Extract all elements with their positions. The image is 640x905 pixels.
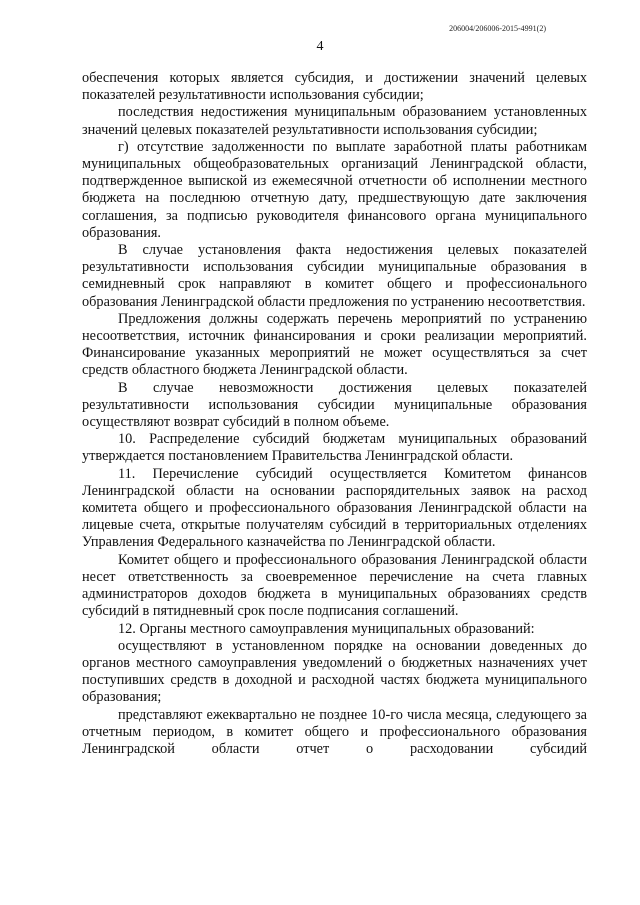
paragraph-refund: В случае невозможности достижения целевых показателей результативности использования субсидии муниципальные образования осуществляют возврат субсидий в полном объеме. — [82, 379, 587, 431]
paragraph-10-distribution: 10. Распределение субсидий бюджетам муниципальных образований утверждается постановлением Правительства Ленинградской области. — [82, 431, 587, 465]
paragraph-reporting: представляют ежеквартально не позднее 10-го числа месяца, следующего за отчетным периодом, в комитет общего и профессионального образования Ленинградской области отчет о расходовании субсидий — [82, 706, 587, 757]
document-body — [82, 70, 587, 758]
document-code: 206004/206006-2015-4991(2) — [449, 24, 546, 33]
paragraph-no-debt-condition: г) отсутствие задолженности по выплате заработной платы работникам муниципальных общеобразовательных организаций Ленинградской области, подтвержденное выпиской из ежемесячной отчетности об исполнении местного бюджета на последнюю отчетную дату, предшествующую дате заключения соглашения, за подписью руководителя финансового органа муниципального образования. — [82, 138, 587, 241]
paragraph-11-transfer: 11. Перечисление субсидий осуществляется Комитетом финансов Ленинградской области на основании распорядительных заявок на расход комитета общего и профессионального образования Ленинградской области на лицевые счета, открытые получателям субсидий в территориальных отделениях Управления Федерального казначейства по Ленинградской области. — [82, 465, 587, 551]
paragraph-committee-responsibility: Комитет общего и профессионального образования Ленинградской области несет ответственность за своевременное перечисление на счета главных администраторов доходов бюджета в муниципальных образованиях средств субсидий в пятидневный срок после подписания соглашений. — [82, 551, 587, 620]
paragraph-12-local-authorities: 12. Органы местного самоуправления муниципальных образований: — [118, 620, 535, 637]
paragraph-accounting: осуществляют в установленном порядке на основании доведенных до органов местного самоуправления уведомлений о бюджетных назначениях учет поступивших средств в доходной и расходной частях бюджета муниципального образования; — [82, 637, 587, 706]
paragraph-consequences: последствия недостижения муниципальным образованием установленных значений целевых показателей результативности использования субсидии; — [82, 104, 587, 138]
paragraph-non-achievement: В случае установления факта недостижения целевых показателей результативности использования субсидии муниципальные образования в семидневный срок направляют в комитет общего и профессионального образования Ленинградской области предложения по устранению несоответствия. — [82, 242, 587, 310]
paragraph-subsidy-purpose: обеспечения которых является субсидия, и достижении значений целевых показателей результативности использования субсидии; — [82, 70, 587, 104]
paragraph-proposals: Предложения должны содержать перечень мероприятий по устранению несоответствия, источник финансирования и сроки реализации мероприятий. Финансирование указанных мероприятий не может осуществляться за счет средств областного бюджета Ленинградской области. — [82, 310, 587, 379]
page-number: 4 — [316, 39, 324, 54]
